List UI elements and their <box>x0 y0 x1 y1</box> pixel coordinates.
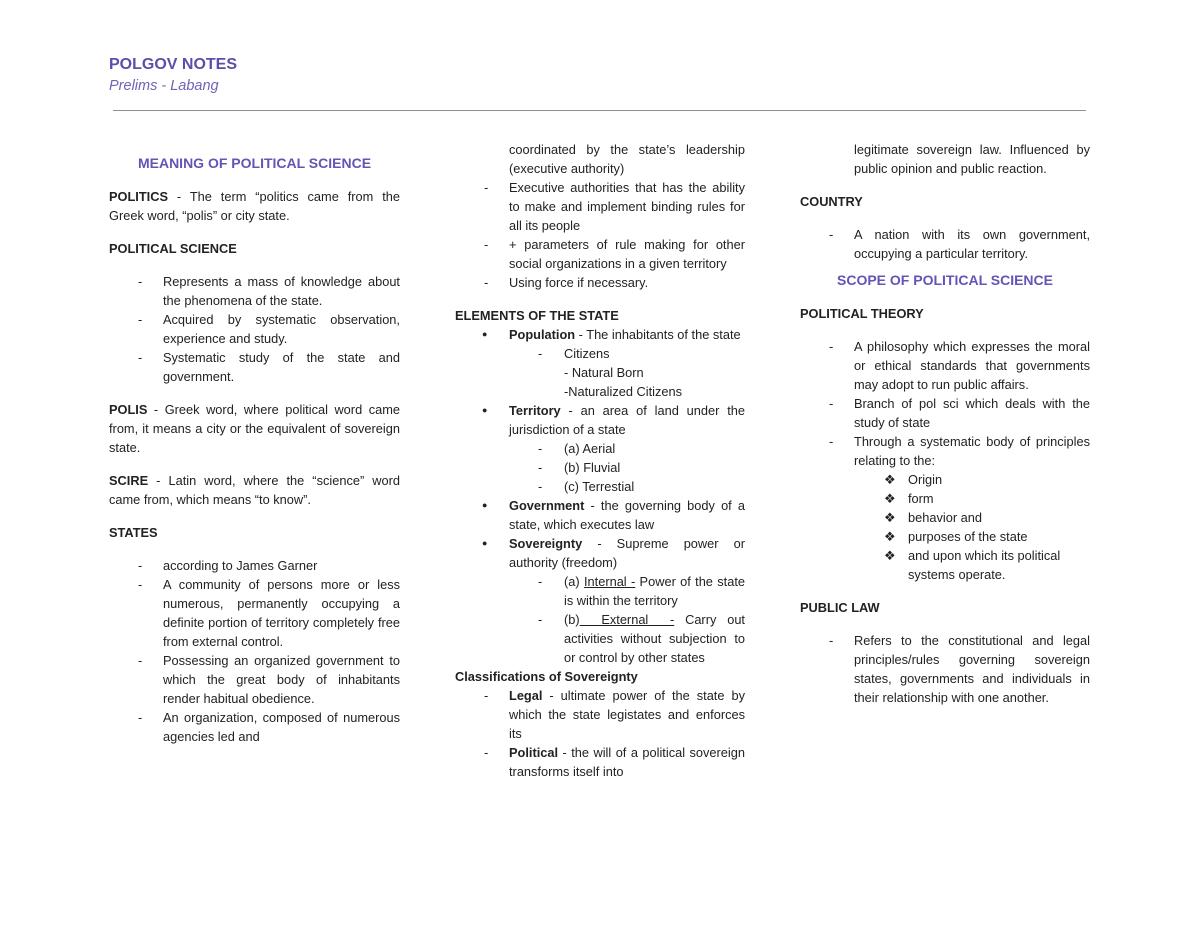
continued-text: coordinated by the state’s leadership (executive authority) <box>509 142 745 176</box>
list-item: - Possessing an organized government to which the great body of inhabitants render habitual obedience. <box>109 651 400 708</box>
list-item: - + parameters of rule making for other social organizations in a given territory <box>455 235 745 273</box>
executive-list <box>455 178 745 292</box>
list-item: - Acquired by systematic observation, experience and study. <box>109 310 400 348</box>
list-item: - A community of persons more or less numerous, permanently occupying a definite portion of territory completely free from external control. <box>109 575 400 651</box>
list-item: - Executive authorities that has the ability to make and implement binding rules for all its people <box>455 178 745 235</box>
list-item: - (c) Terrestial <box>509 477 745 496</box>
section-title-meaning: MEANING OF POLITICAL SCIENCE <box>137 155 372 171</box>
list-item: - Through a systematic body of principles relating to the: <box>800 432 1090 470</box>
territory-sublist <box>509 439 745 496</box>
list-item: ❖ and upon which its political systems operate. <box>800 546 1090 584</box>
country-heading: COUNTRY <box>800 194 863 209</box>
public-law-list <box>800 631 1090 707</box>
element-government: ● Government - the governing body of a state, which executes law <box>455 496 745 534</box>
country-list <box>800 225 1090 263</box>
list-item: ❖ behavior and <box>800 508 1090 527</box>
list-item: - (b) Fluvial <box>509 458 745 477</box>
population-sublist <box>509 344 745 401</box>
page-header <box>109 55 237 95</box>
column-2 <box>455 140 745 781</box>
list-item: - Represents a mass of knowledge about the phenomena of the state. <box>109 272 400 310</box>
document-title: POLGOV NOTES <box>109 56 238 73</box>
list-item: ❖ Origin <box>800 470 1090 489</box>
classifications-heading: Classifications of Sovereignty <box>455 669 638 684</box>
column-1 <box>109 140 400 746</box>
section-title-scope: SCOPE OF POLITICAL SCIENCE <box>837 272 1053 288</box>
list-item: - A nation with its own government, occupying a particular territory. <box>800 225 1090 263</box>
list-item: - (a) Aerial <box>509 439 745 458</box>
classifications-list <box>455 686 745 781</box>
politics-term: POLITICS <box>109 189 169 204</box>
column-3 <box>800 140 1090 707</box>
politics-definition: POLITICS - The term “politics came from the Greek word, “polis” or city state. <box>109 189 400 223</box>
political-science-heading: POLITICAL SCIENCE <box>109 241 237 256</box>
list-item: - (b) External - Carry out activities without subjection to or control by other states <box>509 610 745 667</box>
list-item: - Systematic study of the state and government. <box>109 348 400 386</box>
principles-list <box>800 470 1090 584</box>
list-item: - An organization, composed of numerous agencies led and <box>109 708 400 746</box>
list-item: - according to James Garner <box>109 556 400 575</box>
political-science-list <box>109 272 400 386</box>
list-item: - (a) Internal - Power of the state is within the territory <box>509 572 745 610</box>
document-subtitle: Prelims - Labang <box>109 78 219 94</box>
list-item: - Branch of pol sci which deals with the study of state <box>800 394 1090 432</box>
list-item: ❖ purposes of the state <box>800 527 1090 546</box>
scire-term: SCIRE <box>109 473 149 488</box>
element-population: ● Population - The inhabitants of the state - Citizens - Natural Born -Naturalized Citizens <box>455 325 745 401</box>
political-theory-heading: POLITICAL THEORY <box>800 306 924 321</box>
list-item: - Political - the will of a political sovereign transforms itself into <box>455 743 745 781</box>
list-item: - Citizens - Natural Born -Naturalized Citizens <box>509 344 745 401</box>
list-item: ❖ form <box>800 489 1090 508</box>
political-theory-list <box>800 337 1090 470</box>
elements-heading: ELEMENTS OF THE STATE <box>455 308 619 323</box>
header-divider <box>113 110 1086 111</box>
list-item: - Legal - ultimate power of the state by which the state legistates and enforces its <box>455 686 745 743</box>
list-item: - Refers to the constitutional and legal principles/rules governing sovereign states, governments and individuals in their relationship with one another. <box>800 631 1090 707</box>
list-item: - Using force if necessary. <box>455 273 745 292</box>
sovereignty-sublist <box>509 572 745 667</box>
polis-term: POLIS <box>109 402 148 417</box>
public-law-heading: PUBLIC LAW <box>800 600 880 615</box>
elements-list <box>455 325 745 667</box>
element-sovereignty: ● Sovereignty - Supreme power or authority (freedom) - (a) Internal - Power of the state is within the territory - (b) External - Carry out activities without subjection to or control by other states <box>455 534 745 667</box>
continued-text: legitimate sovereign law. Influenced by public opinion and public reaction. <box>854 142 1090 176</box>
states-list <box>109 556 400 746</box>
states-heading: STATES <box>109 525 158 540</box>
polis-definition: POLIS - Greek word, where political word came from, it means a city or the equivalent of sovereign state. <box>109 402 400 455</box>
element-territory: ● Territory - an area of land under the jurisdiction of a state - (a) Aerial - (b) Fluvial - (c) Terrestial <box>455 401 745 496</box>
list-item: - A philosophy which expresses the moral or ethical standards that governments may adopt to run public affairs. <box>800 337 1090 394</box>
scire-definition: SCIRE - Latin word, where the “science” word came from, which means “to know”. <box>109 473 400 507</box>
